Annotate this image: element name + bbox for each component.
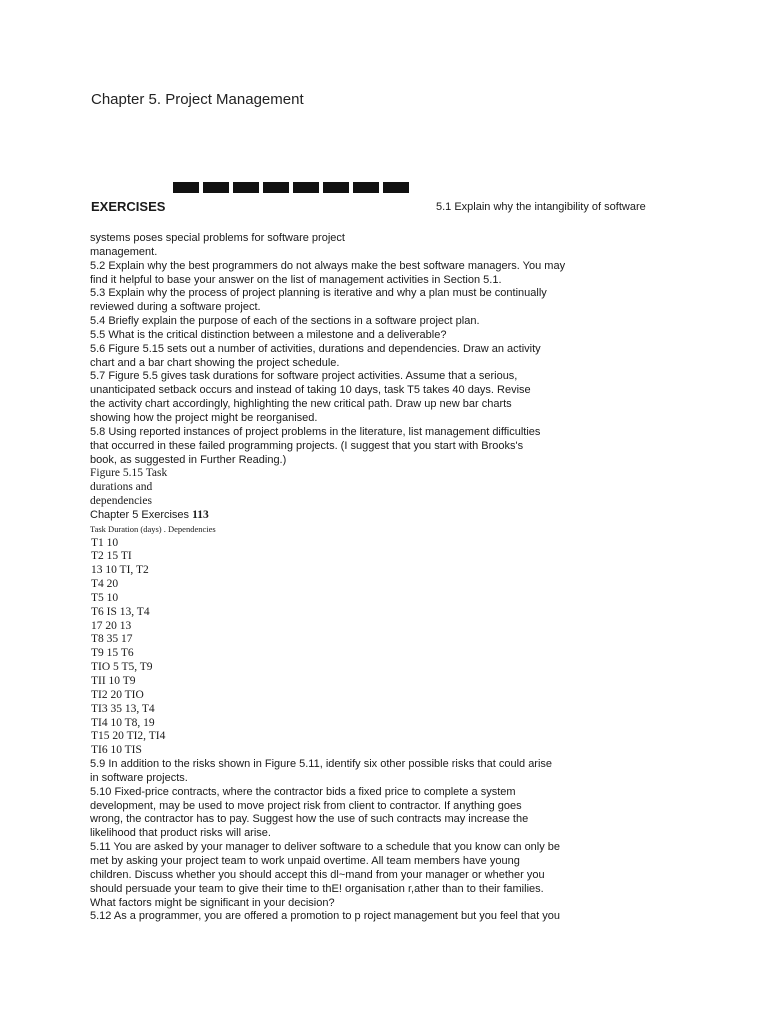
task-row: T6 IS 13, T4 <box>91 605 150 618</box>
task-row: TII 10 T9 <box>91 675 136 687</box>
text-line: 5.7 Figure 5.5 gives task durations for software project activities. Assume that a serious, <box>90 370 518 383</box>
text-line: 5.2 Explain why the best programmers do not always make the best software managers. You may <box>90 259 566 272</box>
figure-caption-line: Figure 5.15 Task <box>90 467 168 480</box>
table-header: Task Duration (days) . Dependencies <box>90 523 216 534</box>
task-row: TI4 10 T8, 19 <box>91 716 155 729</box>
text-line: management. <box>90 245 158 258</box>
text-line: 5.6 Figure 5.15 sets out a number of activities, durations and dependencies. Draw an activity <box>90 342 541 355</box>
task-row: TI6 10 TIS <box>91 744 142 757</box>
task-row: T4 20 <box>91 578 119 591</box>
task-row: TI3 35 13, T4 <box>91 702 155 715</box>
text-line: met by asking your project team to work unpaid overtime. All team members have young <box>90 854 520 867</box>
figure-caption-line: durations and <box>90 481 153 494</box>
text-line: reviewed during a software project. <box>90 301 261 314</box>
redaction-block <box>323 182 349 193</box>
text-line: in software projects. <box>90 771 188 784</box>
text-line: 5.11 You are asked by your manager to deliver software to a schedule that you know can only be <box>90 841 561 854</box>
redaction-block <box>353 182 379 193</box>
text-line: development, may be used to move project risk from client to contractor. If anything goes <box>90 799 522 812</box>
text-line: find it helpful to base your answer on the list of management activities in Section 5.1. <box>90 273 502 286</box>
text-line: should persuade your team to give their time to thE! organisation r,ather than to their families. <box>90 882 544 895</box>
task-row: T5 10 <box>91 591 119 604</box>
text-line: chart and a bar chart showing the project schedule. <box>90 356 340 369</box>
page-number: 113 <box>192 508 209 521</box>
task-row: T8 35 17 <box>91 633 133 646</box>
redaction-block <box>293 182 319 193</box>
task-row: 17 20 13 <box>91 619 132 632</box>
chapter-title: Chapter 5. Project Management <box>91 91 304 108</box>
redaction-block <box>173 182 199 193</box>
task-row: TIO 5 T5, T9 <box>91 661 153 674</box>
text-line: likelihood that product risks will arise. <box>90 827 271 840</box>
task-row: T2 15 TI <box>91 550 132 563</box>
redaction-block <box>233 182 259 193</box>
task-row: TI2 20 TIO <box>91 688 144 701</box>
exercise-text <box>90 232 690 924</box>
text-line: book, as suggested in Further Reading.) <box>90 453 287 466</box>
task-row: T9 15 T6 <box>91 647 134 660</box>
text-line: children. Discuss whether you should accept this dl~mand from your manager or whether you <box>90 868 545 881</box>
redaction-block <box>203 182 229 193</box>
text-line: showing how the project might be reorganised. <box>90 411 318 424</box>
text-line: that occurred in these failed programming projects. (I suggest that you start with Brooks's <box>90 439 524 452</box>
page-footer <box>90 509 690 523</box>
task-row: T15 20 TI2, TI4 <box>91 730 166 743</box>
text-line: unanticipated setback occurs and instead of taking 10 days, task T5 takes 40 days. Revise <box>90 384 531 397</box>
text-line: What factors might be significant in your decision? <box>90 896 335 909</box>
text-line: the activity chart accordingly, highlighting the new critical path. Draw up new bar charts <box>90 398 512 411</box>
redaction-block <box>383 182 409 193</box>
text-line: 5.5 What is the critical distinction between a milestone and a deliverable? <box>90 328 447 341</box>
page-footer-label: Chapter 5 Exercises <box>90 508 190 521</box>
text-line: 5.8 Using reported instances of project problems in the literature, list management difficulties <box>90 425 541 438</box>
text-line: 5.10 Fixed-price contracts, where the contractor bids a fixed price to complete a system <box>90 785 516 798</box>
figure-caption-line: dependencies <box>90 495 152 508</box>
text-line: systems poses special problems for software project <box>90 232 345 244</box>
redaction-block <box>263 182 289 193</box>
text-line: 5.3 Explain why the process of project planning is iterative and why a plan must be continually <box>90 287 547 300</box>
task-row: T1 10 <box>91 536 119 549</box>
text-line: 5.12 As a programmer, you are offered a promotion to p roject management but you feel that you <box>90 910 561 923</box>
text-line: 5.4 Briefly explain the purpose of each of the sections in a software project plan. <box>90 315 480 328</box>
task-row: 13 10 TI, T2 <box>91 564 149 577</box>
text-line: 5.9 In addition to the risks shown in Figure 5.11, identify six other possible risks that could arise <box>90 758 553 771</box>
exercises-heading: EXERCISES <box>91 199 166 214</box>
exercise-5-1-start: 5.1 Explain why the intangibility of software <box>436 201 646 213</box>
redaction-blocks <box>173 182 409 193</box>
text-line: wrong, the contractor has to pay. Suggest how the use of such contracts may increase the <box>90 813 529 826</box>
